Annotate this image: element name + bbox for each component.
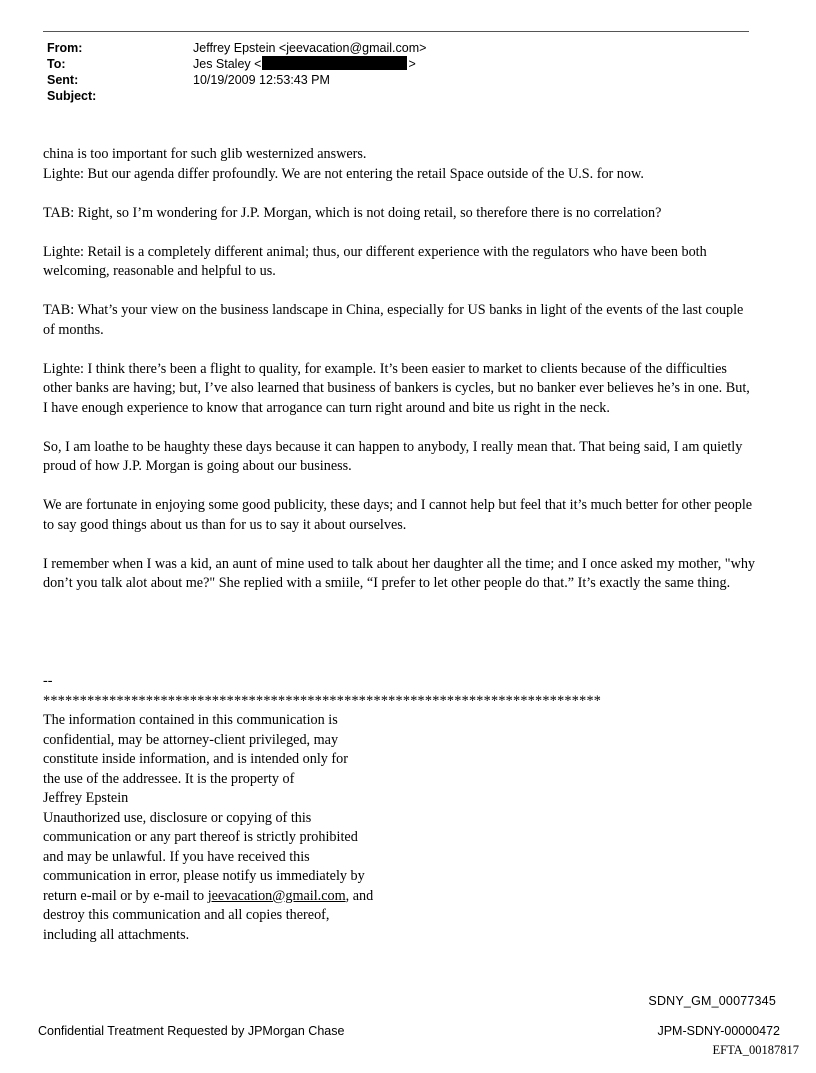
email-line-suffix: , and — [345, 887, 374, 904]
signature-stars: **************************************************************************** — [43, 692, 602, 709]
email-line-prefix: return e-mail or by e-mail to — [43, 887, 208, 904]
disclaimer-line: and may be unlawful. If you have received this — [43, 848, 310, 865]
header-divider — [43, 31, 749, 32]
from-label: From: — [47, 41, 83, 55]
body-paragraph-6: So, I am loathe to be haughty these days because it can happen to anybody, I really mean that. That being said, I am quietly proud of how J.P. Morgan is going about our business. — [43, 438, 743, 474]
subject-label: Subject: — [47, 89, 97, 103]
signature-dashes: -- — [43, 673, 53, 689]
disclaimer-line: constitute inside information, and is intended only for — [43, 751, 348, 767]
email-link[interactable]: jeevacation@gmail.com — [207, 887, 346, 904]
disclaimer-line: Unauthorized use, disclosure or copying of this — [43, 809, 312, 826]
email-body — [43, 145, 758, 613]
to-close: > — [408, 57, 416, 71]
disclaimer-line: communication in error, please notify us immediately by — [43, 868, 365, 884]
disclaimer-line: the use of the addressee. It is the property of — [43, 770, 295, 787]
sent-value: 10/19/2009 12:53:43 PM — [193, 73, 330, 87]
disclaimer-line: destroy this communication and all copies thereof, — [43, 907, 330, 923]
bates-sdny: SDNY_GM_00077345 — [648, 994, 776, 1008]
disclaimer-email-line — [43, 887, 513, 907]
disclaimer-line: communication or any part thereof is strictly prohibited — [43, 829, 358, 845]
to-label: To: — [47, 57, 66, 71]
disclaimer-line: Jeffrey Epstein — [43, 790, 129, 806]
disclaimer-line: The information contained in this communication is — [43, 712, 338, 728]
body-paragraph-7: We are fortunate in enjoying some good publicity, these days; and I cannot help but feel that it’s much better for other people to say good things about us than for us to say it about ourselves. — [43, 497, 753, 533]
to-value — [193, 56, 416, 72]
signature-disclaimer — [43, 672, 602, 945]
from-value: Jeffrey Epstein <jeevacation@gmail.com> — [193, 41, 427, 55]
redaction-block — [262, 56, 407, 70]
bates-jpm: JPM-SDNY-00000472 — [657, 1024, 780, 1038]
body-paragraph-2: TAB: Right, so I’m wondering for J.P. Morgan, which is not doing retail, so therefore there is no correlation? — [43, 204, 662, 221]
body-paragraph-1-line-2: Lighte: But our agenda differ profoundly. We are not entering the retail Space outside of the U.S. for now. — [43, 165, 644, 182]
confidential-notice: Confidential Treatment Requested by JPMorgan Chase — [38, 1024, 345, 1038]
body-paragraph-3: Lighte: Retail is a completely different animal; thus, our different experience with the regulators who have been both welcoming, reasonable and helpful to us. — [43, 243, 707, 279]
body-paragraph-4: TAB: What’s your view on the business landscape in China, especially for US banks in light of the events of the last couple of months. — [43, 302, 744, 338]
body-paragraph-8: I remember when I was a kid, an aunt of mine used to talk about her daughter all the time; and I once asked my mother, "why don’t you talk alot about me?" She replied with a smiile, “I prefer to let other people do that.” It’s exactly the same thing. — [43, 555, 756, 591]
bates-efta: EFTA_00187817 — [712, 1043, 799, 1057]
disclaimer-line: confidential, may be attorney-client privileged, may — [43, 731, 339, 748]
disclaimer-line: including all attachments. — [43, 926, 190, 943]
to-name: Jes Staley < — [193, 57, 262, 71]
body-paragraph-5: Lighte: I think there’s been a flight to quality, for example. It’s been easier to market to clients because of the difficulties other banks are having; but, I’ve also learned that business of bankers is cycles, but no banker ever believes he’s in one. But, I have enough experience to know that arrogance can turn right around and bite us right in the neck. — [43, 360, 750, 416]
sent-label: Sent: — [47, 73, 79, 87]
body-paragraph-1-line-1: china is too important for such glib westernized answers. — [43, 146, 367, 162]
